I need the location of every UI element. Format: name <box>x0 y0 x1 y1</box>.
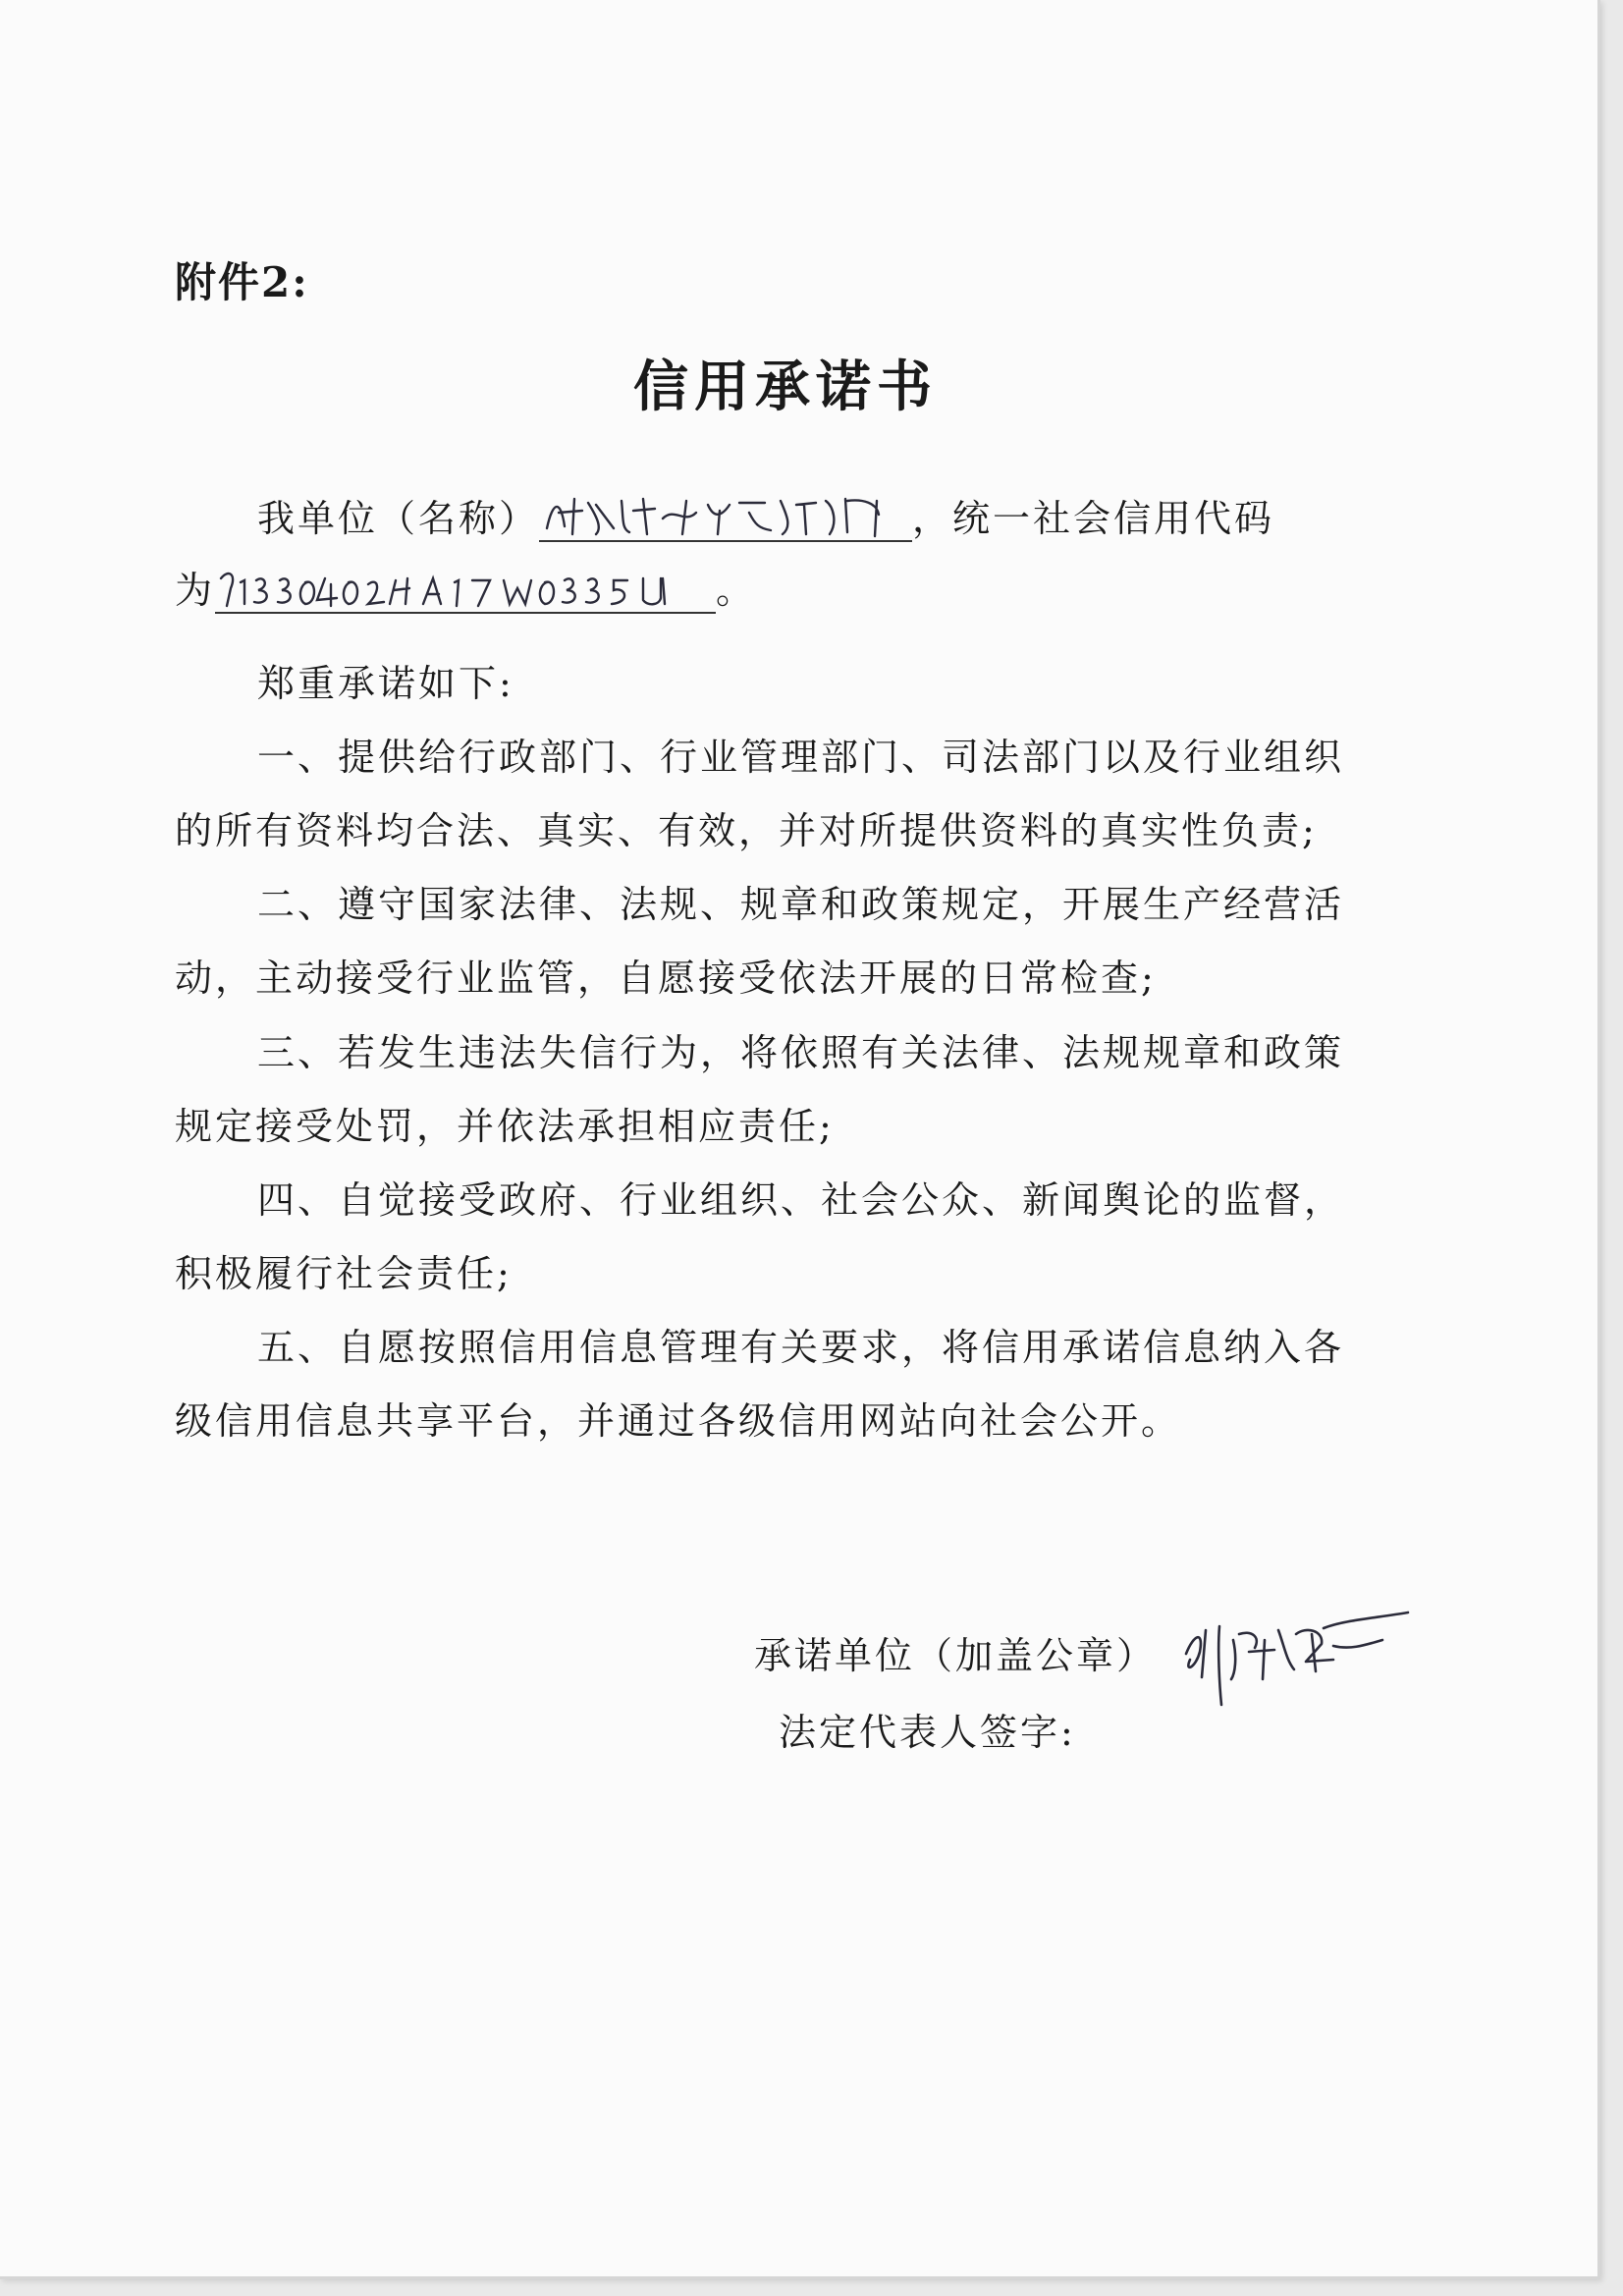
handwritten-signature <box>1176 1601 1412 1709</box>
clause-4-line-1: 四、自觉接受政府、行业组织、社会公众、新闻舆论的监督， <box>257 1178 1345 1222</box>
credit-code-field <box>215 561 716 614</box>
unit-name-handwriting <box>539 489 912 544</box>
attachment-label: 附件2: <box>175 258 309 306</box>
code-suffix: 。 <box>716 569 757 612</box>
legal-rep-label: 法定代表人签字: <box>779 1711 1076 1754</box>
intro-line-1 <box>257 488 1274 542</box>
promising-unit-label: 承诺单位（加盖公章） <box>754 1634 1158 1677</box>
clause-3-line-1: 三、若发生违法失信行为，将依照有关法律、法规规章和政策 <box>257 1031 1345 1074</box>
intro-prefix: 我单位（名称） <box>257 497 540 540</box>
unit-name-field <box>539 489 912 542</box>
commitment-heading: 郑重承诺如下: <box>257 662 514 705</box>
document-title: 信用承诺书 <box>633 355 938 419</box>
clause-5-line-1: 五、自愿按照信用信息管理有关要求，将信用承诺信息纳入各 <box>257 1326 1345 1369</box>
credit-code-handwriting <box>215 561 716 616</box>
code-prefix: 为 <box>175 569 216 612</box>
clause-2-line-2: 动，主动接受行业监管，自愿接受依法开展的日常检查; <box>175 957 1157 1000</box>
clause-5-line-2: 级信用信息共享平台，并通过各级信用网站向社会公开。 <box>175 1399 1182 1443</box>
clause-1-line-2: 的所有资料均合法、真实、有效，并对所提供资料的真实性负责; <box>175 809 1318 852</box>
clause-4-line-2: 积极履行社会责任; <box>175 1252 513 1295</box>
clause-2-line-1: 二、遵守国家法律、法规、规章和政策规定，开展生产经营活 <box>257 883 1345 926</box>
intro-middle: ，统一社会信用代码 <box>912 497 1275 540</box>
clause-3-line-2: 规定接受处罚，并依法承担相应责任; <box>175 1105 835 1148</box>
clause-1-line-1: 一、提供给行政部门、行业管理部门、司法部门以及行业组织 <box>257 736 1345 779</box>
intro-line-2 <box>175 560 756 614</box>
